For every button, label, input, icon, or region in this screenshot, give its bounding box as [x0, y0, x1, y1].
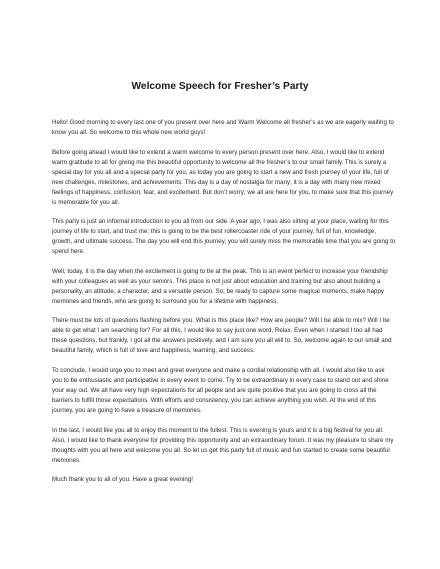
paragraph-closing: In the last, I would like you all to enjoy this moment to the fullest. This is evening is yours and it is a big festival for you all. Also, I would like to thank everyone for providing this opportunity and an extraordinary forum. It was my pleasure to share my thoughts with you all here and welcome you all. So let us get this party full of music and fun started to create some beautiful memories. [52, 426, 394, 464]
document-body [52, 118, 396, 495]
paragraph-greeting: Hello! Good morning to every last one of you present over here and Warm Welcome all fresher’s as we are eagerly waiting to know you all. So welcome to this whole new world guys! [52, 119, 394, 136]
paragraph-conclusion: To conclude, I would urge you to meet and greet everyone and make a cordial relationship with all. I would also like to ask you to be enthusiastic and participative in every event to come. Try to be extraordinary in every case to stand out and shine your way out. We all have very high expectations for all people and are quite positive that you are going to cross all the barriers to fulfill those expectations. With efforts and consistency, you can achieve anything you wish. At the end of this journey, you are going to have a treasure of memories. [52, 366, 389, 414]
paragraph-excitement: Well, today, it is the day when the excitement is going to be at the peak. This is an event perfect to increase your friendship with your colleagues as well as your seniors. This place is not just about education and training but also about building a personality, an attitude, a character, and a versatile person. So, be ready to capture some magical moments, make happy memories and friends, who are going to surround you for a lifetime with happiness. [52, 267, 388, 305]
paragraph-welcome: Before going ahead I would like to extend a warm welcome to every person present over here. Also, I would like to extend warm gratitude to all for giving me this beautiful opportunity to welcome all the fresher’s to our small family. This is surely a special day for you all and a special party for you, as today you are going to start a new and fresh journey of your life, full of new challenges, milestones, and achievements. This day is a day of nostalgia for many; it is a day with many new mixed feelings of happiness, confusion, fear, and excitement. But don’t worry; we all are here for you, to make sure that this journey is memorable for you all. [52, 148, 394, 206]
document-title: Welcome Speech for Fresher’s Party [131, 81, 309, 92]
paragraph-introduction: This party is just an informal introduction to you all from our side. A year ago, I was also sitting at your place, waiting for this journey of life to start, and trust me; this is going to be the best rollercoaster ride of your journey, full of fun, knowledge, growth, and ultimate success. The day you will end this journey, you will surely miss the memorable time that you are going to spend here. [52, 218, 396, 256]
paragraph-questions: There must be lots of questions flashing before you. What is this place like? How are people? Will I be able to mix? Will I be able to get what I am searching for? For all this, I would like to say just one word, Relax. Even when I started I too all had these questions, but frankly, I got all the answers positively, and I am sure you all will to. So, welcome again to our small and beautiful family, which is full of love and happiness, learning, and success. [52, 317, 392, 355]
paragraph-thanks: Much thank you to all of you. Have a great evening! [52, 476, 193, 484]
